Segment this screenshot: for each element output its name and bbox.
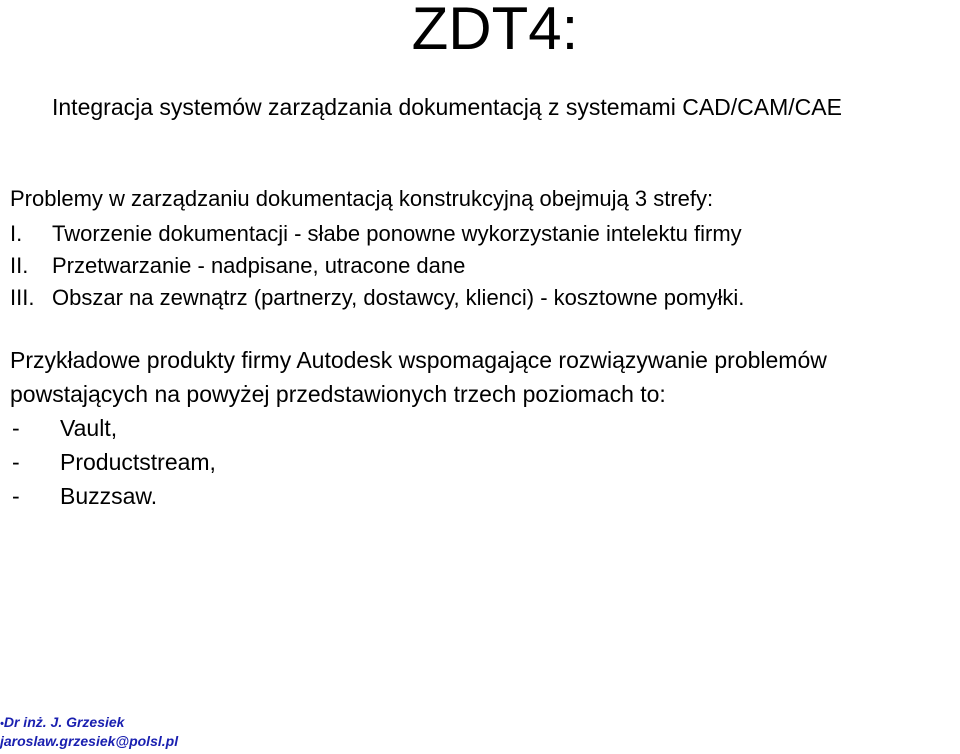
zone-item bbox=[10, 282, 744, 314]
zones-list bbox=[10, 218, 744, 314]
product-name: Productstream, bbox=[60, 449, 216, 475]
product-item bbox=[10, 411, 827, 445]
product-item bbox=[10, 445, 827, 479]
author-email: jaroslaw.grzesiek@polsl.pl bbox=[0, 733, 179, 749]
product-item bbox=[10, 479, 827, 513]
products-list bbox=[10, 411, 827, 513]
author-name-line bbox=[0, 714, 178, 733]
examples-section bbox=[10, 343, 827, 513]
list-dash: - bbox=[12, 415, 20, 441]
intro-text: Problemy w zarządzaniu dokumentacją konstrukcyjną obejmują 3 strefy: bbox=[10, 186, 714, 211]
zone-item bbox=[10, 250, 744, 282]
product-name: Vault, bbox=[60, 415, 118, 441]
product-name: Buzzsaw. bbox=[60, 483, 158, 509]
author-name: Dr inż. J. Grzesiek bbox=[3, 714, 125, 730]
list-dash: - bbox=[12, 449, 20, 475]
author-footer bbox=[0, 714, 178, 750]
zone-number: III. bbox=[10, 285, 35, 310]
slide-title: ZDT4: bbox=[411, 0, 579, 62]
examples-text-line1: Przykładowe produkty firmy Autodesk wspomagające rozwiązywanie problemów bbox=[10, 347, 827, 373]
zone-item bbox=[10, 218, 744, 250]
list-dash: - bbox=[12, 483, 20, 509]
zone-text: Tworzenie dokumentacji - słabe ponowne wykorzystanie intelektu firmy bbox=[52, 221, 742, 246]
zone-number: II. bbox=[10, 253, 29, 278]
examples-text-line2: powstających na powyżej przedstawionych trzech poziomach to: bbox=[10, 381, 666, 407]
slide-subtitle: Integracja systemów zarządzania dokumentacją z systemami CAD/CAM/CAE bbox=[52, 94, 842, 120]
zone-number: I. bbox=[10, 221, 23, 246]
zone-text: Obszar na zewnątrz (partnerzy, dostawcy, klienci) - kosztowne pomyłki. bbox=[52, 285, 745, 310]
bullet-icon: • bbox=[0, 718, 4, 730]
zone-text: Przetwarzanie - nadpisane, utracone dane bbox=[52, 253, 466, 278]
